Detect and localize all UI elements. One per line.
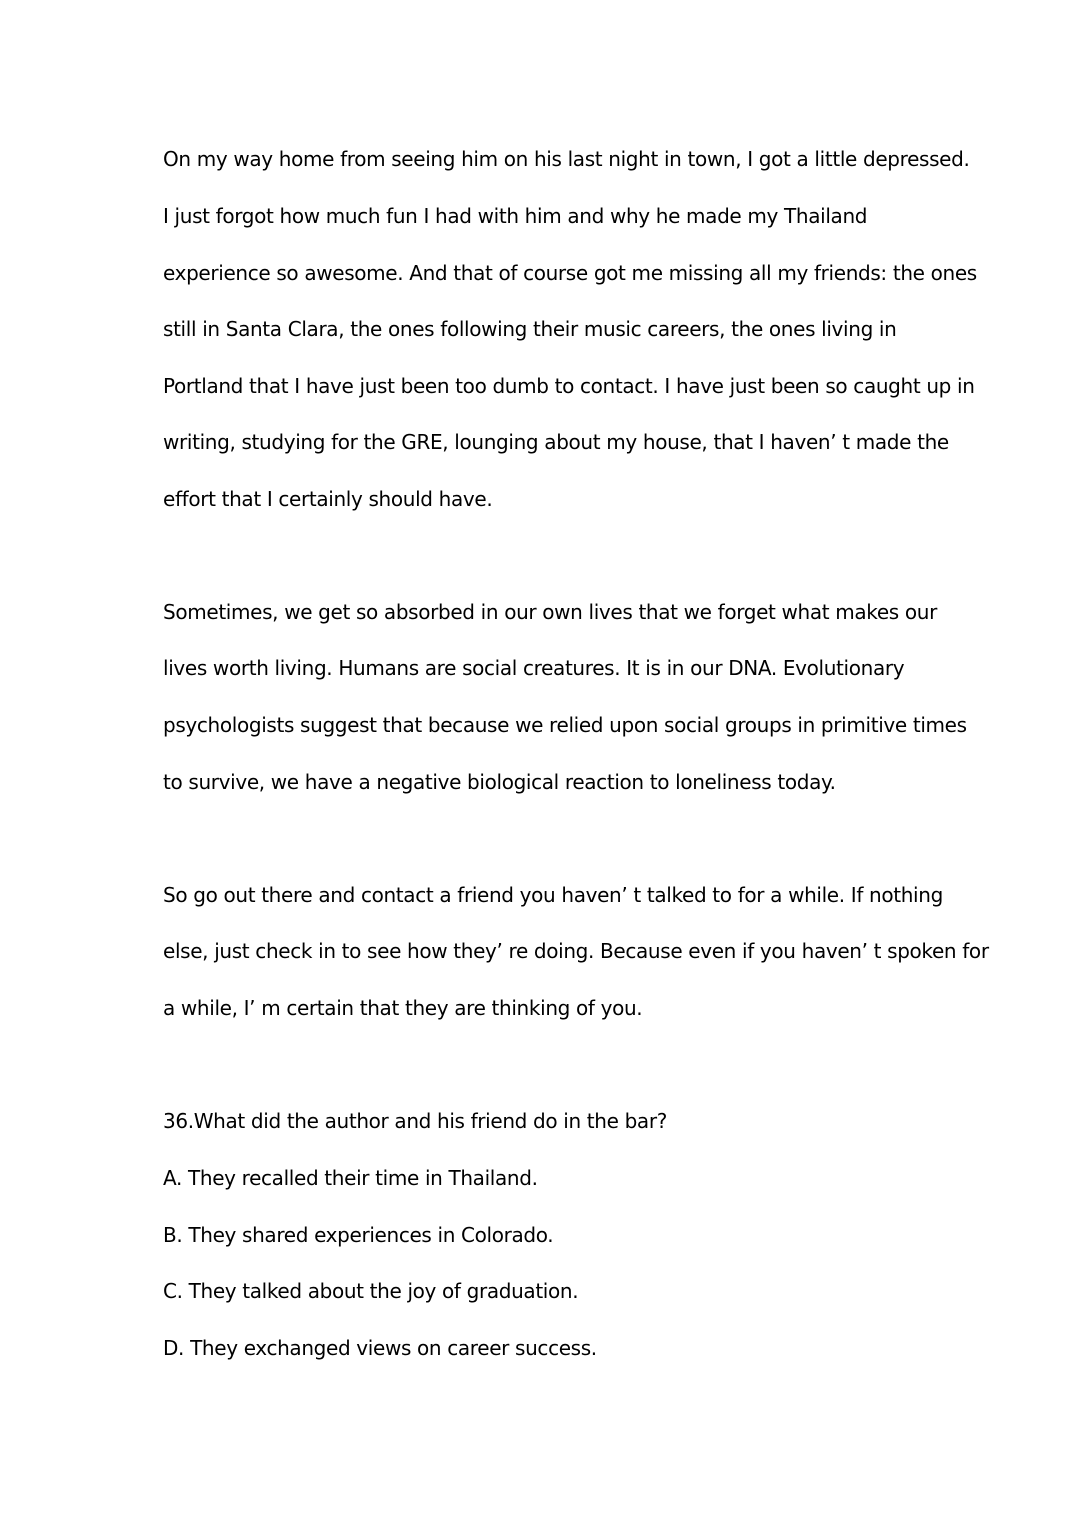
paragraph-line: still in Santa Clara, the ones following their music careers, the ones living in xyxy=(163,317,897,341)
paragraph-line: experience so awesome. And that of course got me missing all my friends: the ones xyxy=(163,261,977,285)
paragraph-line: So go out there and contact a friend you haven’ t talked to for a while. If nothing xyxy=(163,883,943,907)
paragraph-line: Sometimes, we get so absorbed in our own lives that we forget what makes our xyxy=(163,600,937,624)
option-b: B. They shared experiences in Colorado. xyxy=(163,1223,554,1247)
option-d: D. They exchanged views on career success. xyxy=(163,1336,597,1360)
question-stem: 36.What did the author and his friend do in the bar? xyxy=(163,1109,667,1133)
paragraph-line: lives worth living. Humans are social creatures. It is in our DNA. Evolutionary xyxy=(163,656,905,680)
option-a: A. They recalled their time in Thailand. xyxy=(163,1166,538,1190)
paragraph-line: effort that I certainly should have. xyxy=(163,487,493,511)
paragraph-line: psychologists suggest that because we relied upon social groups in primitive times xyxy=(163,713,967,737)
paragraph-line: Portland that I have just been too dumb to contact. I have just been so caught up in xyxy=(163,374,975,398)
option-c: C. They talked about the joy of graduation. xyxy=(163,1279,579,1303)
paragraph-line: On my way home from seeing him on his last night in town, I got a little depressed. xyxy=(163,147,970,171)
paragraph-line: else, just check in to see how they’ re doing. Because even if you haven’ t spoken for xyxy=(163,939,989,963)
paragraph-line: to survive, we have a negative biological reaction to loneliness today. xyxy=(163,770,836,794)
paragraph-line: a while, I’ m certain that they are thinking of you. xyxy=(163,996,643,1020)
paragraph-line: writing, studying for the GRE, lounging about my house, that I haven’ t made the xyxy=(163,430,949,454)
paragraph-line: I just forgot how much fun I had with him and why he made my Thailand xyxy=(163,204,868,228)
